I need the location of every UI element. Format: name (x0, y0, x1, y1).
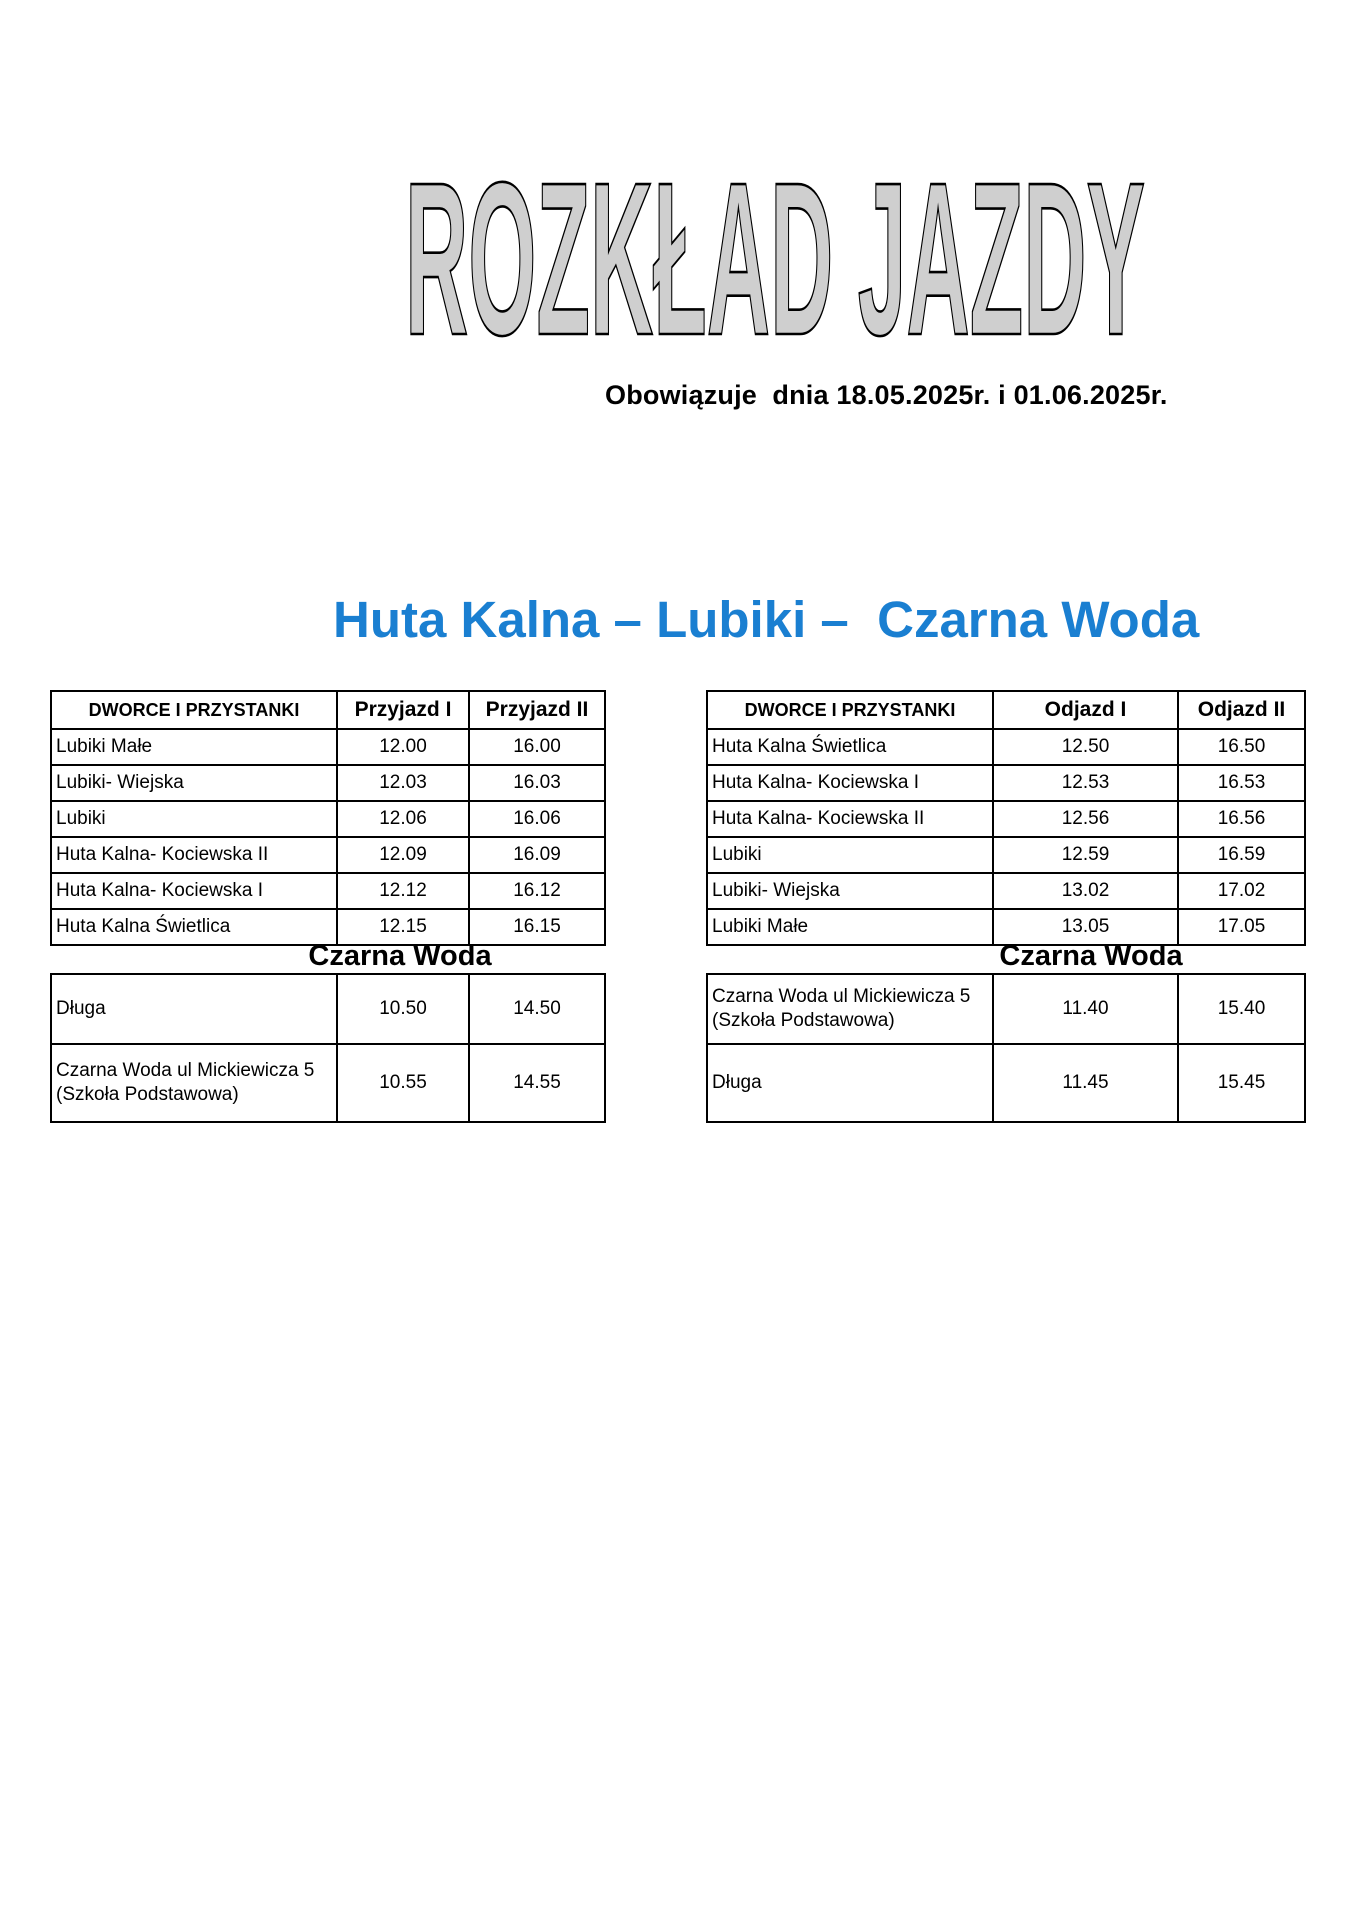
title-text: ROZKŁAD JAZDY (405, 168, 1145, 343)
arrivals-table (50, 690, 606, 946)
table-row (51, 974, 605, 1044)
table-row (707, 801, 1305, 837)
time-cell: 12.09 (337, 837, 469, 873)
column-header-departure-2: Odjazd II (1178, 691, 1305, 729)
time-cell: 14.50 (469, 974, 605, 1044)
section-subtitle: Czarna Woda (308, 940, 492, 972)
section-subtitle: Czarna Woda (999, 940, 1183, 972)
time-cell: 16.59 (1178, 837, 1305, 873)
time-cell: 10.50 (337, 974, 469, 1044)
time-cell: 16.09 (469, 837, 605, 873)
stop-name: Lubiki- Wiejska (51, 765, 337, 801)
table-row (707, 974, 1305, 1044)
time-cell: 12.53 (993, 765, 1178, 801)
table-row (51, 837, 605, 873)
table-row (51, 1044, 605, 1122)
stop-name: Lubiki- Wiejska (707, 873, 993, 909)
table-row (707, 1044, 1305, 1122)
table-row (707, 873, 1305, 909)
stop-name: Huta Kalna- Kociewska II (707, 801, 993, 837)
time-cell: 13.02 (993, 873, 1178, 909)
time-cell: 16.00 (469, 729, 605, 765)
time-cell: 10.55 (337, 1044, 469, 1122)
time-cell: 11.45 (993, 1044, 1178, 1122)
time-cell: 12.15 (337, 909, 469, 945)
time-cell: 12.06 (337, 801, 469, 837)
column-header-stops: DWORCE I PRZYSTANKI (707, 691, 993, 729)
stop-name: Huta Kalna Świetlica (707, 729, 993, 765)
departures-table-czarna-woda (706, 973, 1306, 1123)
time-cell: 11.40 (993, 974, 1178, 1044)
column-header-arrival-1: Przyjazd I (337, 691, 469, 729)
table-row (707, 729, 1305, 765)
stop-name: Lubiki Małe (707, 909, 993, 945)
table-row (51, 801, 605, 837)
arrivals-table-czarna-woda (50, 973, 606, 1123)
route-name: Huta Kalna – Lubiki – Czarna Woda (333, 591, 1200, 648)
time-cell: 16.15 (469, 909, 605, 945)
time-cell: 16.12 (469, 873, 605, 909)
time-cell: 12.56 (993, 801, 1178, 837)
validity-date: Obowiązuje dnia 18.05.2025r. i 01.06.2025r. (605, 380, 1168, 410)
stop-name: Lubiki (51, 801, 337, 837)
time-cell: 16.50 (1178, 729, 1305, 765)
time-cell: 15.40 (1178, 974, 1305, 1044)
stop-name: Huta Kalna Świetlica (51, 909, 337, 945)
time-cell: 17.05 (1178, 909, 1305, 945)
time-cell: 13.05 (993, 909, 1178, 945)
time-cell: 15.45 (1178, 1044, 1305, 1122)
table-row (707, 837, 1305, 873)
time-cell: 16.03 (469, 765, 605, 801)
column-header-stops: DWORCE I PRZYSTANKI (51, 691, 337, 729)
stop-name: Czarna Woda ul Mickiewicza 5 (Szkoła Podstawowa) (707, 974, 993, 1044)
time-cell: 16.56 (1178, 801, 1305, 837)
stop-name: Lubiki (707, 837, 993, 873)
stop-name: Długa (51, 974, 337, 1044)
table-row (51, 873, 605, 909)
stop-name: Huta Kalna- Kociewska I (51, 873, 337, 909)
time-cell: 14.55 (469, 1044, 605, 1122)
stop-name: Huta Kalna- Kociewska II (51, 837, 337, 873)
stop-name: Czarna Woda ul Mickiewicza 5 (Szkoła Podstawowa) (51, 1044, 337, 1122)
table-row (707, 765, 1305, 801)
time-cell: 12.03 (337, 765, 469, 801)
time-cell: 12.12 (337, 873, 469, 909)
table-row (51, 729, 605, 765)
table-header-row (707, 691, 1305, 729)
column-header-arrival-2: Przyjazd II (469, 691, 605, 729)
table-header-row (51, 691, 605, 729)
stop-name: Długa (707, 1044, 993, 1122)
time-cell: 12.59 (993, 837, 1178, 873)
stop-name: Huta Kalna- Kociewska I (707, 765, 993, 801)
time-cell: 12.50 (993, 729, 1178, 765)
time-cell: 16.53 (1178, 765, 1305, 801)
time-cell: 16.06 (469, 801, 605, 837)
stop-name: Lubiki Małe (51, 729, 337, 765)
page-title (400, 168, 1150, 343)
time-cell: 12.00 (337, 729, 469, 765)
time-cell: 17.02 (1178, 873, 1305, 909)
departures-table (706, 690, 1306, 946)
column-header-departure-1: Odjazd I (993, 691, 1178, 729)
table-row (51, 765, 605, 801)
